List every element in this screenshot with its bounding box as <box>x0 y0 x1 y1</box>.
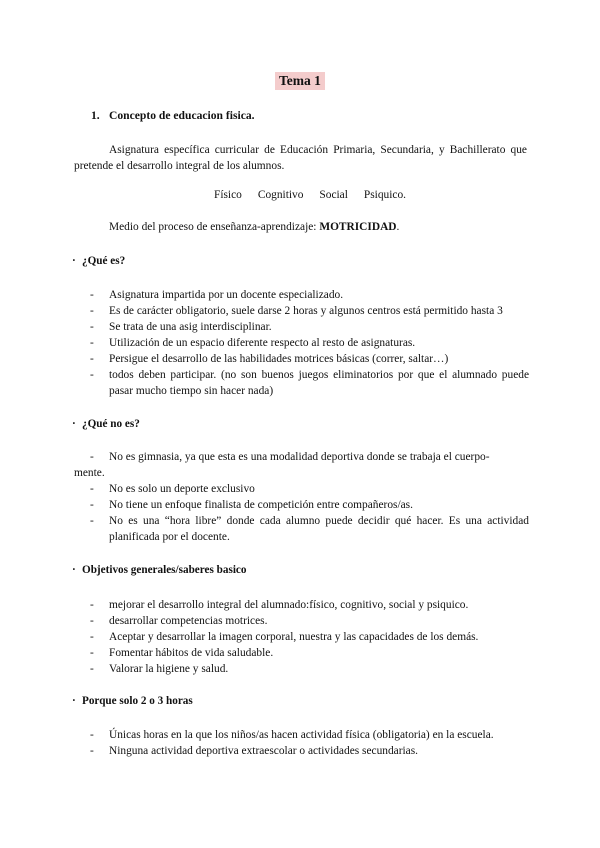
section-title: ¿Qué no es? <box>82 418 140 430</box>
aspect-psiquico: Psiquico. <box>363 189 406 201</box>
aspects-row <box>0 189 600 201</box>
list-item-text: No es solo un deporte exclusivo <box>109 483 255 495</box>
list-item <box>0 743 529 759</box>
list-item-text: Utilización de un espacio diferente respecto al resto de asignaturas. <box>109 337 416 349</box>
section-title: Objetivos generales/saberes basico <box>82 564 247 576</box>
list-item-text: No tiene un enfoque finalista de competición entre compañeros/as. <box>109 499 413 511</box>
section-heading-1 <box>91 109 255 122</box>
section-que-no-es-title <box>72 418 140 430</box>
dash-marker: - <box>90 369 94 381</box>
porque-list <box>0 727 600 759</box>
heading-text: Concepto de educacion fisica. <box>109 109 255 122</box>
dash-marker: - <box>90 305 94 317</box>
dash-marker: - <box>90 337 94 349</box>
list-item-text: desarrollar competencias motrices. <box>109 615 268 627</box>
dash-marker: - <box>90 745 94 757</box>
dash-marker: - <box>90 729 94 741</box>
section-title: ¿Qué es? <box>82 255 126 267</box>
dash-marker: - <box>90 289 94 301</box>
list-item <box>0 597 529 613</box>
medio-text: Medio del proceso de enseñanza-aprendizaje: <box>109 221 320 233</box>
list-item-text: Se trata de una asig interdisciplinar. <box>109 321 272 333</box>
list-item <box>0 613 529 629</box>
dash-marker: - <box>90 631 94 643</box>
list-item-text: mejorar el desarrollo integral del alumnado:físico, cognitivo, social y psiquico. <box>109 599 469 611</box>
heading-number: 1. <box>91 109 100 122</box>
aspect-social: Social <box>319 189 348 201</box>
intro-paragraph: Asignatura específica curricular de Educación Primaria, Secundaria, y Bachillerato que pretende el desarrollo integral de los alumnos. <box>74 144 527 172</box>
list-item-text: Ninguna actividad deportiva extraescolar o actividades secundarias. <box>109 745 419 757</box>
medio-line <box>109 221 399 233</box>
dash-marker: - <box>90 647 94 659</box>
list-item-text: No es una “hora libre” donde cada alumno puede decidir qué hacer. Es una actividad planificada por el docente. <box>109 515 529 543</box>
list-item-text: Asignatura impartida por un docente especializado. <box>109 289 344 301</box>
bullet-dot: · <box>72 695 76 707</box>
dash-marker: - <box>90 483 94 495</box>
no-gimnasia-text: No es gimnasia, ya que esta es una modalidad deportiva donde se trabaja el cuerpo-mente. <box>74 451 490 479</box>
list-item-text: Persigue el desarrollo de las habilidades motrices básicas (correr, saltar…) <box>109 353 449 365</box>
list-item <box>0 303 529 319</box>
aspect-fisico: Físico <box>213 189 242 201</box>
section-title: Porque solo 2 o 3 horas <box>82 695 193 707</box>
dash-marker: - <box>90 451 94 463</box>
section-porque-title <box>72 695 193 707</box>
medio-end: . <box>396 221 400 233</box>
dash-marker: - <box>90 353 94 365</box>
list-item-text: Únicas horas en la que los niños/as hacen actividad física (obligatoria) en la escuela. <box>109 729 494 741</box>
list-item <box>0 513 529 545</box>
list-item <box>0 645 529 661</box>
section-que-es-title <box>72 255 125 267</box>
list-item <box>0 319 529 335</box>
objetivos-list <box>0 597 600 677</box>
que-es-list <box>0 287 600 399</box>
list-item-text: todos deben participar. (no son buenos juegos eliminatorios por que el alumnado puede pasar mucho tiempo sin hacer nada) <box>109 369 529 397</box>
list-item-text: Aceptar y desarrollar la imagen corporal, nuestra y las capacidades de los demás. <box>109 631 479 643</box>
medio-bold: MOTRICIDAD <box>319 221 397 233</box>
aspect-cognitivo: Cognitivo <box>257 189 304 201</box>
dash-marker: - <box>90 515 94 527</box>
dash-marker: - <box>90 599 94 611</box>
dash-marker: - <box>90 663 94 675</box>
list-item <box>0 727 529 743</box>
list-item-text: Fomentar hábitos de vida saludable. <box>109 647 274 659</box>
list-item <box>0 497 529 513</box>
section-objetivos-title <box>72 564 246 576</box>
document-title <box>0 72 600 90</box>
list-item <box>0 629 529 645</box>
list-item-text: Valorar la higiene y salud. <box>109 663 229 675</box>
no-gimnasia-paragraph <box>74 449 514 481</box>
list-item <box>0 481 529 497</box>
list-item <box>0 661 529 677</box>
bullet-dot: · <box>72 255 76 267</box>
title-highlight: Tema 1 <box>275 72 325 90</box>
dash-marker: - <box>90 321 94 333</box>
que-no-es-list <box>0 481 600 545</box>
list-item <box>0 287 529 303</box>
list-item <box>0 335 529 351</box>
bullet-dot: · <box>72 418 76 430</box>
dash-marker: - <box>90 615 94 627</box>
list-item <box>0 351 529 367</box>
dash-marker: - <box>90 499 94 511</box>
bullet-dot: · <box>72 564 76 576</box>
list-item-text: Es de carácter obligatorio, suele darse 2 horas y algunos centros está permitido hasta 3 <box>109 305 503 317</box>
list-item <box>0 367 529 399</box>
